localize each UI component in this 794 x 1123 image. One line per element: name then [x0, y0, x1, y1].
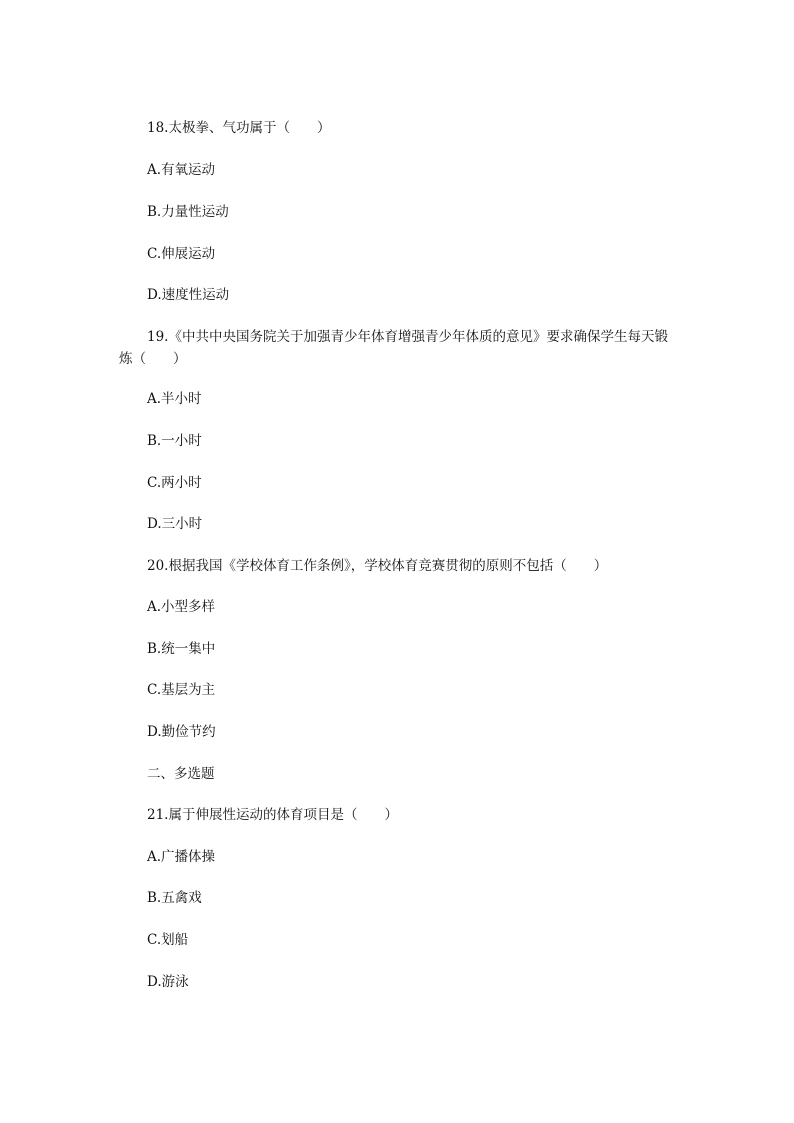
question-18-option-d: D.速度性运动	[147, 287, 230, 303]
question-19-option-b: B.一小时	[147, 433, 202, 449]
question-21-option-b: B.五禽戏	[147, 890, 202, 906]
question-20-option-c: C.基层为主	[147, 682, 216, 698]
question-18-option-b: B.力量性运动	[147, 204, 229, 220]
question-21-option-c: C.划船	[147, 932, 189, 948]
section-heading-multiple-choice: 二、多选题	[147, 766, 215, 782]
question-19-option-d: D.三小时	[147, 516, 203, 532]
question-21-option-a: A.广播体操	[147, 849, 216, 865]
question-19-stem: 19.《中共中央国务院关于加强青少年体育增强青少年体质的意见》要求确保学生每天锻炼（ ）	[119, 329, 668, 367]
question-21-stem: 21.属于伸展性运动的体育项目是（ ）	[147, 807, 398, 823]
question-21-option-d: D.游泳	[147, 974, 189, 990]
question-18-option-a: A.有氧运动	[147, 162, 216, 178]
question-20-option-a: A.小型多样	[147, 599, 216, 615]
question-18-stem: 18.太极拳、气功属于（ ）	[147, 120, 331, 136]
question-20-option-d: D.勤俭节约	[147, 724, 216, 740]
question-20-option-b: B.统一集中	[147, 641, 216, 657]
question-18-option-c: C.伸展运动	[147, 246, 216, 262]
question-19-option-c: C.两小时	[147, 475, 202, 491]
question-19-option-a: A.半小时	[147, 391, 202, 407]
question-20-stem: 20.根据我国《学校体育工作条例》，学校体育竞赛贯彻的原则不包括（ ）	[147, 558, 608, 574]
